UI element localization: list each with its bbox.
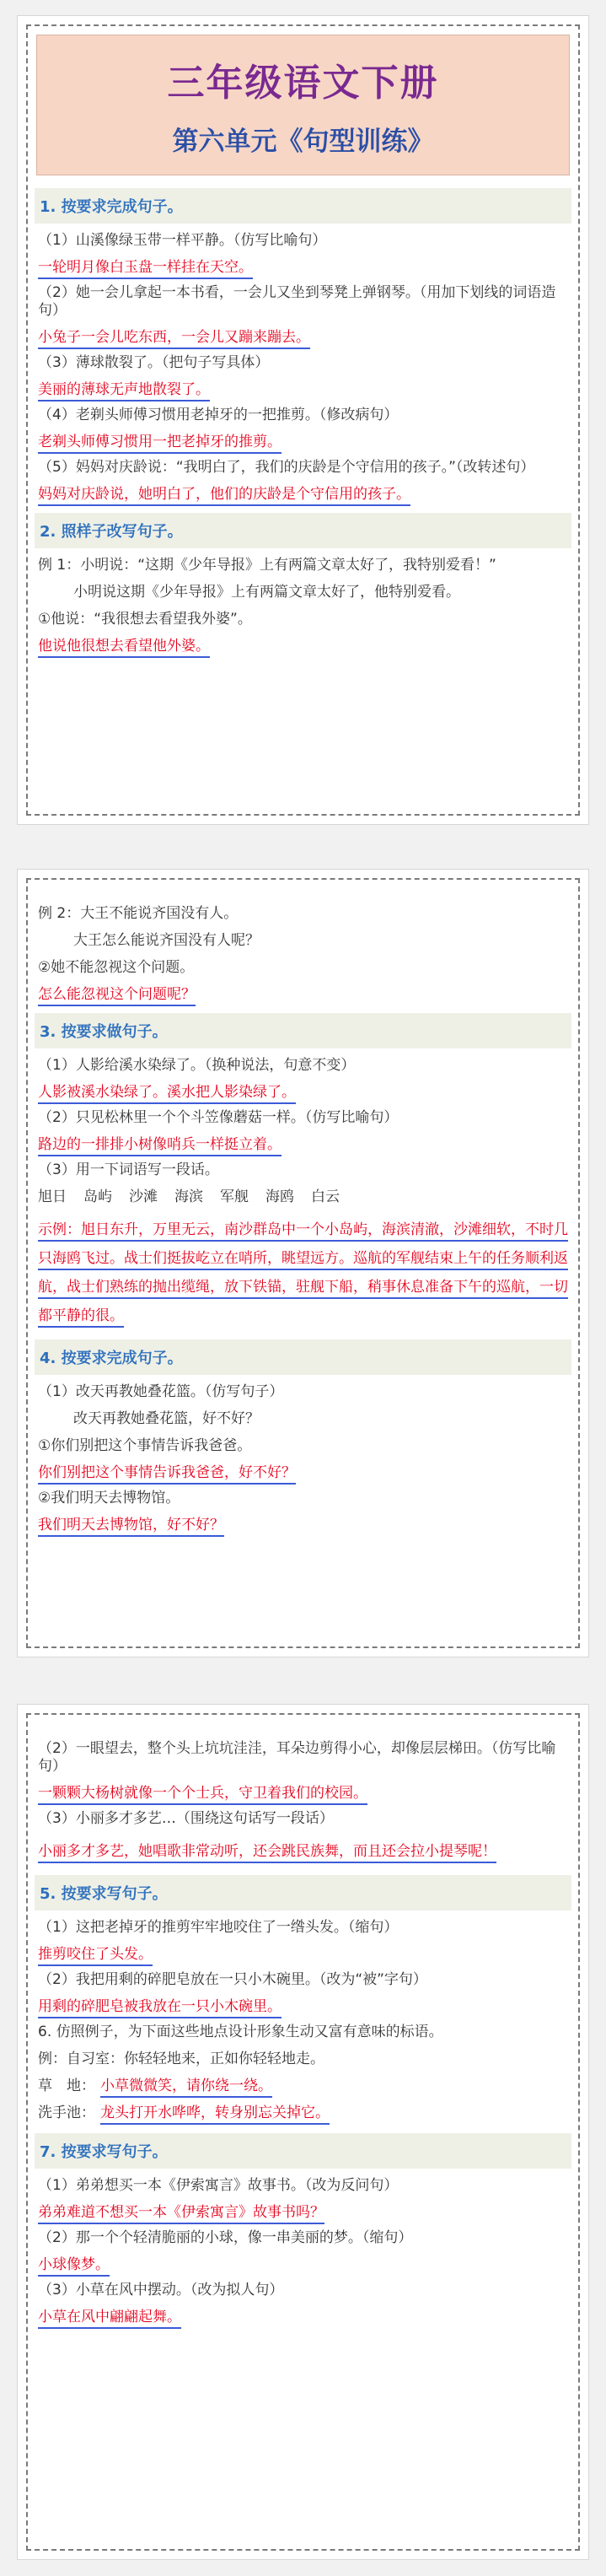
question-text: （1）山溪像绿玉带一样平静。（仿写比喻句） <box>38 232 327 249</box>
example-sentence: 改天再教她叠花篮，好不好？ <box>73 1410 260 1427</box>
answer-underlined: 路边的一排排小树像哨兵一样挺立着。 <box>38 1136 282 1156</box>
title-banner <box>36 35 570 175</box>
question-text: （2）她一会儿拿起一本书看，一会儿又坐到琴凳上弹钢琴。（用加下划线的词语造句） <box>38 284 556 319</box>
slogan-row <box>35 2072 571 2099</box>
question-text: （2）那一个个轻清脆丽的小球，像一串美丽的梦。（缩句） <box>38 2229 413 2246</box>
answer-text <box>35 1512 571 1537</box>
section-heading: 1. 按要求完成句子。 <box>35 188 571 224</box>
worksheet-page-2 <box>17 869 589 1657</box>
question-text: （4）老剃头师傅习惯用老掉牙的一把推剪。（修改病句） <box>38 407 399 423</box>
answer-underlined: 他说他很想去看望他外婆。 <box>38 638 210 658</box>
answer-text <box>35 1079 571 1104</box>
answer-text <box>35 2199 571 2224</box>
question-text: 例 2：大王不能说齐国没有人。 <box>38 905 239 922</box>
slogan-answer: 龙头打开水哗哗，转身别忘关掉它。 <box>100 2104 330 2125</box>
answer-text <box>35 1459 571 1485</box>
answer-underlined: 怎么能忽视这个问题呢？ <box>38 986 196 1006</box>
answer-underlined: 人影被溪水染绿了。溪水把人影染绿了。 <box>38 1084 296 1104</box>
answer-underlined: 用剩的碎肥皂被我放在一只小木碗里。 <box>38 1998 282 2018</box>
answer-underlined: 你们别把这个事情告诉我爸爸，好不好？ <box>38 1464 296 1485</box>
question-text: ②她不能忽视这个问题。 <box>38 959 195 976</box>
answer-text <box>35 633 571 658</box>
question-text: （1）改天再教她叠花篮。（仿写句子） <box>38 1383 284 1400</box>
question-text: （3）小草在风中摆动。（改为拟人句） <box>38 2282 284 2298</box>
question-text: 例：自习室：你轻轻地来，正如你轻轻地走。 <box>38 2051 324 2067</box>
answer-text <box>35 1131 571 1156</box>
answer-underlined: 妈妈对庆龄说，她明白了，他们的庆龄是个守信用的孩子。 <box>38 486 410 506</box>
example-sentence: 小明说这期《少年导报》上有两篇文章太好了，他特别爱看。 <box>73 584 460 601</box>
question-text: 6. 仿照例子，为下面这些地点设计形象生动又富有意味的标语。 <box>38 2024 443 2040</box>
answer-text <box>35 1993 571 2018</box>
page-3-content <box>35 1735 571 2329</box>
question-text: （2）一眼望去，整个头上坑坑洼洼，耳朵边剪得小心，却像层层梯田。（仿写比喻句） <box>38 1740 556 1775</box>
page-subtitle: 第六单元《句型训练》 <box>172 127 434 157</box>
worksheet-page-3 <box>17 1704 589 2560</box>
answer-text <box>35 254 571 279</box>
answer-text <box>35 1210 571 1333</box>
answer-text <box>35 428 571 454</box>
question-text: （2）只见松林里一个个斗笠像蘑菇一样。（仿写比喻句） <box>38 1109 399 1126</box>
section-heading: 2. 照样子改写句子。 <box>35 513 571 548</box>
page-1-content <box>35 188 571 658</box>
question-text: 例 1：小明说：“这期《少年导报》上有两篇文章太好了，我特别爱看！” <box>38 557 496 574</box>
answer-underlined: 小草在风中翩翩起舞。 <box>38 2309 181 2329</box>
question-text: （3）薄球散裂了。（把句子写具体） <box>38 354 270 371</box>
slogan-location: 草 地： <box>38 2078 95 2094</box>
question-text: （1）弟弟想买一本《伊索寓言》故事书。（改为反问句） <box>38 2177 399 2194</box>
answer-underlined: 美丽的薄球无声地散裂了。 <box>38 381 210 401</box>
answer-underlined: 一颗颗大杨树就像一个个士兵，守卫着我们的校园。 <box>38 1785 367 1805</box>
answer-underlined: 小丽多才多艺，她唱歌非常动听，还会跳民族舞，而且还会拉小提琴呢！ <box>38 1843 496 1863</box>
answer-text <box>35 1941 571 1966</box>
word-item: 旭日 <box>38 1188 67 1205</box>
answer-text <box>35 2251 571 2277</box>
answer-underlined: 小兔子一会儿吃东西，一会儿又蹦来蹦去。 <box>38 329 310 349</box>
answer-text <box>35 1780 571 1805</box>
word-item: 军舰 <box>220 1188 249 1205</box>
word-item: 白云 <box>311 1188 340 1205</box>
section-heading: 7. 按要求写句子。 <box>35 2133 571 2169</box>
slogan-row <box>35 2099 571 2126</box>
section-heading: 3. 按要求做句子。 <box>35 1013 571 1048</box>
section-heading: 4. 按要求完成句子。 <box>35 1339 571 1375</box>
answer-text <box>35 324 571 349</box>
question-text: ②我们明天去博物馆。 <box>38 1490 180 1506</box>
word-item: 海滨 <box>174 1188 203 1205</box>
word-item: 沙滩 <box>129 1188 158 1205</box>
answer-underlined: 老剃头师傅习惯用一把老掉牙的推剪。 <box>38 434 282 454</box>
answer-underlined: 弟弟难道不想买一本《伊索寓言》故事书吗？ <box>38 2204 324 2224</box>
answer-text <box>35 376 571 401</box>
answer-underlined: 一轮明月像白玉盘一样挂在天空。 <box>38 259 253 279</box>
question-text: （1）这把老掉牙的推剪牢牢地咬住了一绺头发。（缩句） <box>38 1919 399 1936</box>
page-title: 三年级语文下册 <box>167 62 439 105</box>
answer-underlined: 我们明天去博物馆，好不好？ <box>38 1517 224 1537</box>
question-text: （2）我把用剩的碎肥皂放在一只小木碗里。（改为“被”字句） <box>38 1971 427 1988</box>
question-text: ①他说：“我很想去看望我外婆”。 <box>38 611 252 628</box>
answer-underlined: 推剪咬住了头发。 <box>38 1946 153 1966</box>
answer-text <box>35 481 571 506</box>
word-list <box>35 1183 571 1210</box>
section-heading: 5. 按要求写句子。 <box>35 1875 571 1910</box>
question-text: （3）用一下词语写一段话。 <box>38 1161 219 1178</box>
word-item: 海鸥 <box>265 1188 294 1205</box>
slogan-location: 洗手池： <box>38 2104 95 2121</box>
worksheet-page-1 <box>17 15 589 825</box>
question-text: （5）妈妈对庆龄说：“我明白了，我们的庆龄是个守信用的孩子。”（改转述句） <box>38 459 535 476</box>
question-text: ①你们别把这个事情告诉我爸爸。 <box>38 1437 252 1454</box>
answer-text <box>35 2304 571 2329</box>
answer-text <box>35 1832 571 1868</box>
answer-underlined: 小球像梦。 <box>38 2256 110 2277</box>
answer-text <box>35 981 571 1006</box>
answer-underlined: 示例：旭日东升，万里无云，南沙群岛中一个小岛屿，海滨清澈，沙滩细软，不时几只海鸥飞过。战士们挺拔屹立在哨所，眺望远方。巡航的军舰结束上午的任务顺利返航，战士们熟练的抛出缆绳，放下铁锚，驻舰下船，稍事休息准备下午的巡航，一切都平静的很。 <box>38 1221 568 1328</box>
page-2-content <box>35 900 571 1537</box>
example-sentence: 大王怎么能说齐国没有人呢？ <box>73 932 260 949</box>
question-text: （1）人影给溪水染绿了。（换种说法，句意不变） <box>38 1057 356 1074</box>
question-text: （3）小丽多才多艺…（围绕这句话写一段话） <box>38 1810 334 1827</box>
slogan-answer: 小草微微笑，请你绕一绕。 <box>100 2078 272 2098</box>
word-item: 岛屿 <box>83 1188 112 1205</box>
